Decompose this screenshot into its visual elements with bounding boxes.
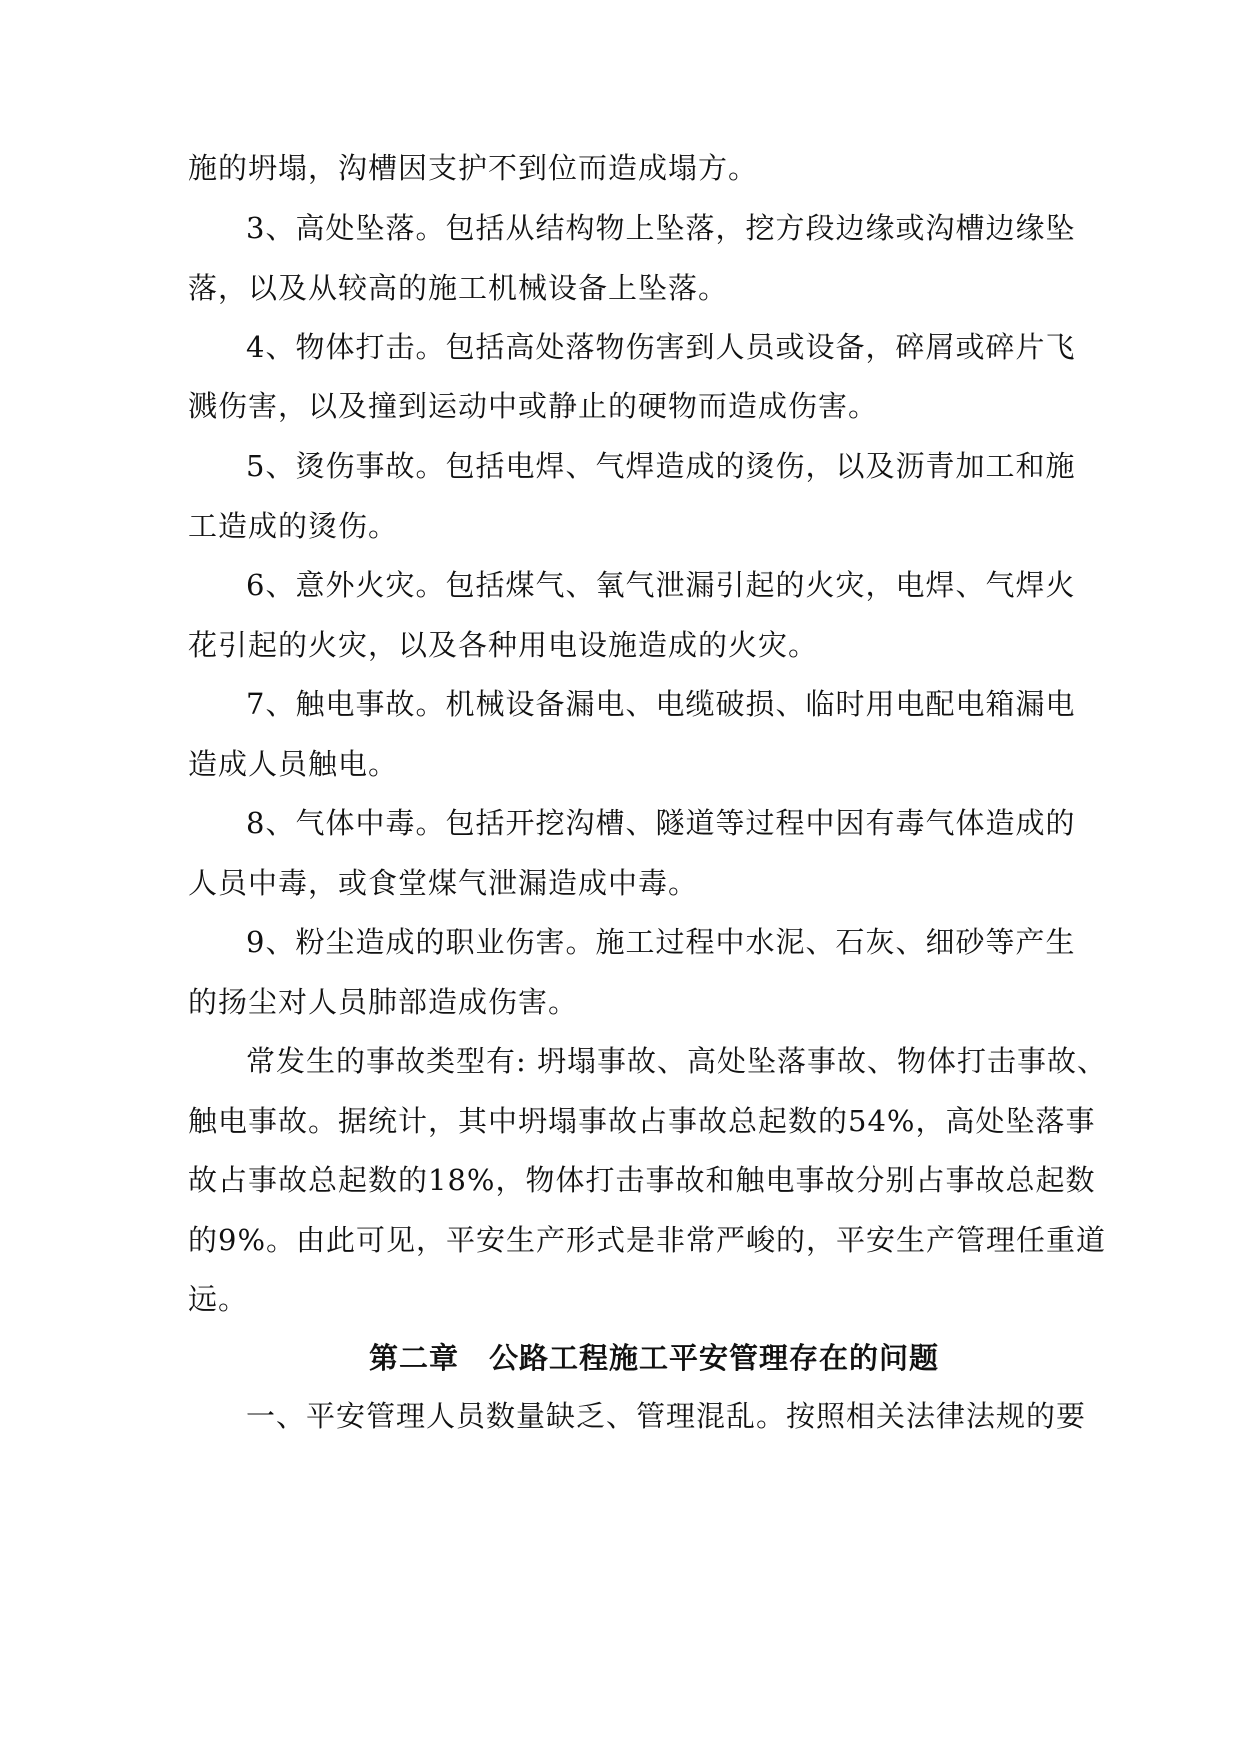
text-line: 施的坍塌，沟槽因支护不到位而造成塌方。 — [188, 151, 759, 185]
text-line: 的9%。由此可见，平安生产形式是非常严峻的，平安生产管理任重道 — [188, 1223, 1107, 1257]
text-line: 常发生的事故类型有: 坍塌事故、高处坠落事故、物体打击事故、 — [246, 1044, 1107, 1078]
text-line: 溅伤害，以及撞到运动中或静止的硬物而造成伤害。 — [188, 389, 879, 423]
text-line: 触电事故。据统计，其中坍塌事故占事故总起数的54%，高处坠落事 — [188, 1104, 1096, 1138]
text-line: 8、气体中毒。包括开挖沟槽、隧道等过程中因有毒气体造成的 — [246, 806, 1076, 840]
text-line: 造成人员触电。 — [188, 747, 399, 781]
text-line: 一、平安管理人员数量缺乏、管理混乱。按照相关法律法规的要 — [246, 1399, 1087, 1433]
text-line: 5、烫伤事故。包括电焊、气焊造成的烫伤，以及沥青加工和施 — [246, 449, 1076, 483]
text-line: 6、意外火灾。包括煤气、氧气泄漏引起的火灾，电焊、气焊火 — [246, 568, 1076, 602]
text-line: 人员中毒，或食堂煤气泄漏造成中毒。 — [188, 866, 699, 900]
text-line: 3、高处坠落。包括从结构物上坠落，挖方段边缘或沟槽边缘坠 — [246, 211, 1076, 245]
text-line: 花引起的火灾，以及各种用电设施造成的火灾。 — [188, 628, 819, 662]
text-line: 故占事故总起数的18%，物体打击事故和触电事故分别占事故总起数 — [188, 1163, 1096, 1197]
text-line: 落，以及从较高的施工机械设备上坠落。 — [188, 271, 729, 305]
text-line: 的扬尘对人员肺部造成伤害。 — [188, 985, 579, 1019]
text-line: 工造成的烫伤。 — [188, 509, 399, 543]
text-line: 9、粉尘造成的职业伤害。施工过程中水泥、石灰、细砂等产生 — [246, 925, 1076, 959]
text-line: 7、触电事故。机械设备漏电、电缆破损、临时用电配电箱漏电 — [246, 687, 1076, 721]
chapter-heading: 第二章 公路工程施工平安管理存在的问题 — [369, 1341, 940, 1375]
text-line: 远。 — [188, 1282, 249, 1316]
text-line: 4、物体打击。包括高处落物伤害到人员或设备，碎屑或碎片飞 — [246, 330, 1076, 364]
